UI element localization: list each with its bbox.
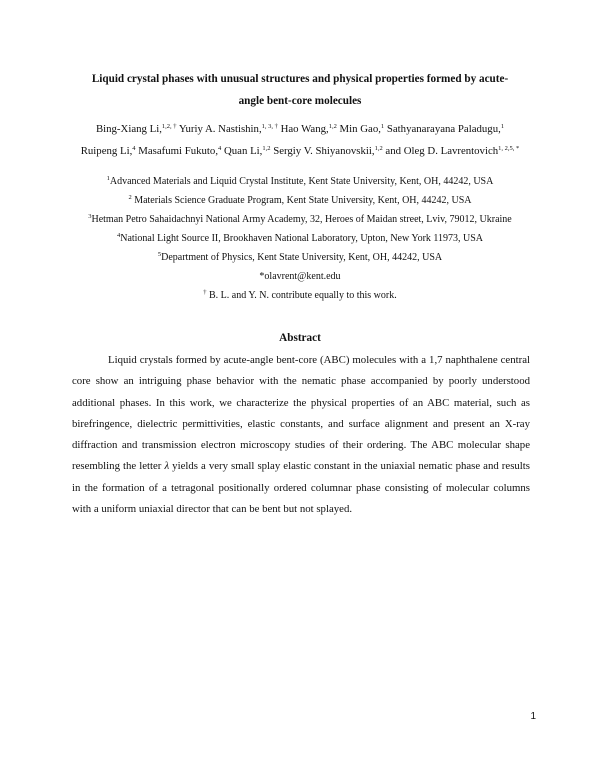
affiliation-list	[20, 172, 580, 305]
author-name: Hao Wang,	[280, 123, 329, 135]
author-line-1	[40, 118, 560, 140]
author-affiliation-mark: 1, 3, †	[261, 123, 278, 130]
author-name: Sergiy V. Shiyanovskii,	[273, 145, 375, 157]
author-affiliation-mark: 1,2	[328, 123, 337, 130]
affiliation-item	[20, 172, 580, 191]
affiliation-number: 5	[157, 251, 162, 258]
author-name: Quan Li,	[223, 145, 263, 157]
affiliation-item	[20, 229, 580, 248]
affiliation-item	[20, 210, 580, 229]
author-line-2	[40, 140, 560, 162]
author-name: Bing-Xiang Li,	[95, 123, 162, 135]
author-affiliation-mark: 4	[218, 145, 222, 152]
title-line-1: Liquid crystal phases with unusual structures and physical properties formed by acute-	[91, 73, 509, 85]
author-affiliation-mark: 1	[380, 123, 385, 130]
abstract-text	[72, 350, 530, 520]
author-name: Yuriy A. Nastishin,	[178, 123, 262, 135]
author-name: Min Gao,	[339, 123, 381, 135]
equal-contribution-note	[20, 286, 580, 305]
author-affiliation-mark: 1,2	[374, 145, 383, 152]
author-name: and Oleg D. Lavrentovich	[385, 145, 499, 157]
author-name: Masafumi Fukuto,	[138, 145, 219, 157]
dagger-mark: †	[203, 289, 207, 296]
author-affiliation-mark: 1	[500, 123, 505, 130]
affiliation-number: 4	[116, 232, 121, 239]
abstract-part-2: yields a very small splay elastic constant in the uniaxial nematic phase and results in the formation of a tetragonal positionally ordered columnar phase consisting of molecular columns with a uniform uniaxial director that can be bent but not splayed.	[72, 460, 530, 516]
author-affiliation-mark: 1,2	[262, 145, 271, 152]
affiliation-text: Materials Science Graduate Program, Kent State University, Kent, OH, 44242, USA	[131, 195, 472, 206]
affiliation-number: 3	[88, 213, 92, 220]
affiliation-item	[20, 191, 580, 210]
affiliation-text: Hetman Petro Sahaidachnyi National Army Academy, 32, Heroes of Maidan street, Lviv, 79012, Ukraine	[91, 214, 512, 225]
affiliation-item	[20, 248, 580, 267]
abstract-part-1: Liquid crystals formed by acute-angle bent-core (ABC) molecules with a 1,7 naphthalene central core show an intriguing phase behavior with the nematic phase accompanied by poorly understood additional phases. In this work, we characterize the physical properties of an ABC material, such as birefringence, dielectric permittivities, elastic constants, and surface alignment and present an X-ray diffraction and transmission electron microscopy studies of their ordering. The ABC molecular shape resembling the letter	[72, 354, 530, 473]
author-affiliation-mark: 1,2, †	[161, 123, 177, 130]
title-line-2: angle bent-core molecules	[238, 95, 362, 107]
abstract-heading: Abstract	[279, 332, 321, 344]
lambda-symbol: λ	[164, 460, 170, 473]
affiliation-text: National Light Source II, Brookhaven National Laboratory, Upton, New York 11973, USA	[120, 233, 484, 244]
affiliation-number: 2	[128, 194, 132, 201]
paper-title	[60, 68, 540, 112]
author-affiliation-mark: 4	[132, 145, 136, 152]
corresponding-email: *olavrent@kent.edu	[259, 271, 341, 282]
affiliation-text: Advanced Materials and Liquid Crystal Institute, Kent State University, Kent, OH, 44242, USA	[109, 176, 494, 187]
affiliation-text: Department of Physics, Kent State University, Kent, OH, 44242, USA	[161, 252, 443, 263]
author-name: Ruipeng Li,	[80, 145, 133, 157]
author-name: Sathyanarayana Paladugu,	[386, 123, 501, 135]
equal-contribution-text: B. L. and Y. N. contribute equally to this work.	[206, 290, 397, 301]
author-list	[40, 118, 560, 162]
affiliation-number: 1	[106, 175, 110, 182]
author-affiliation-mark: 1, 2,5, *	[498, 145, 520, 152]
page-number: 1	[530, 711, 536, 722]
